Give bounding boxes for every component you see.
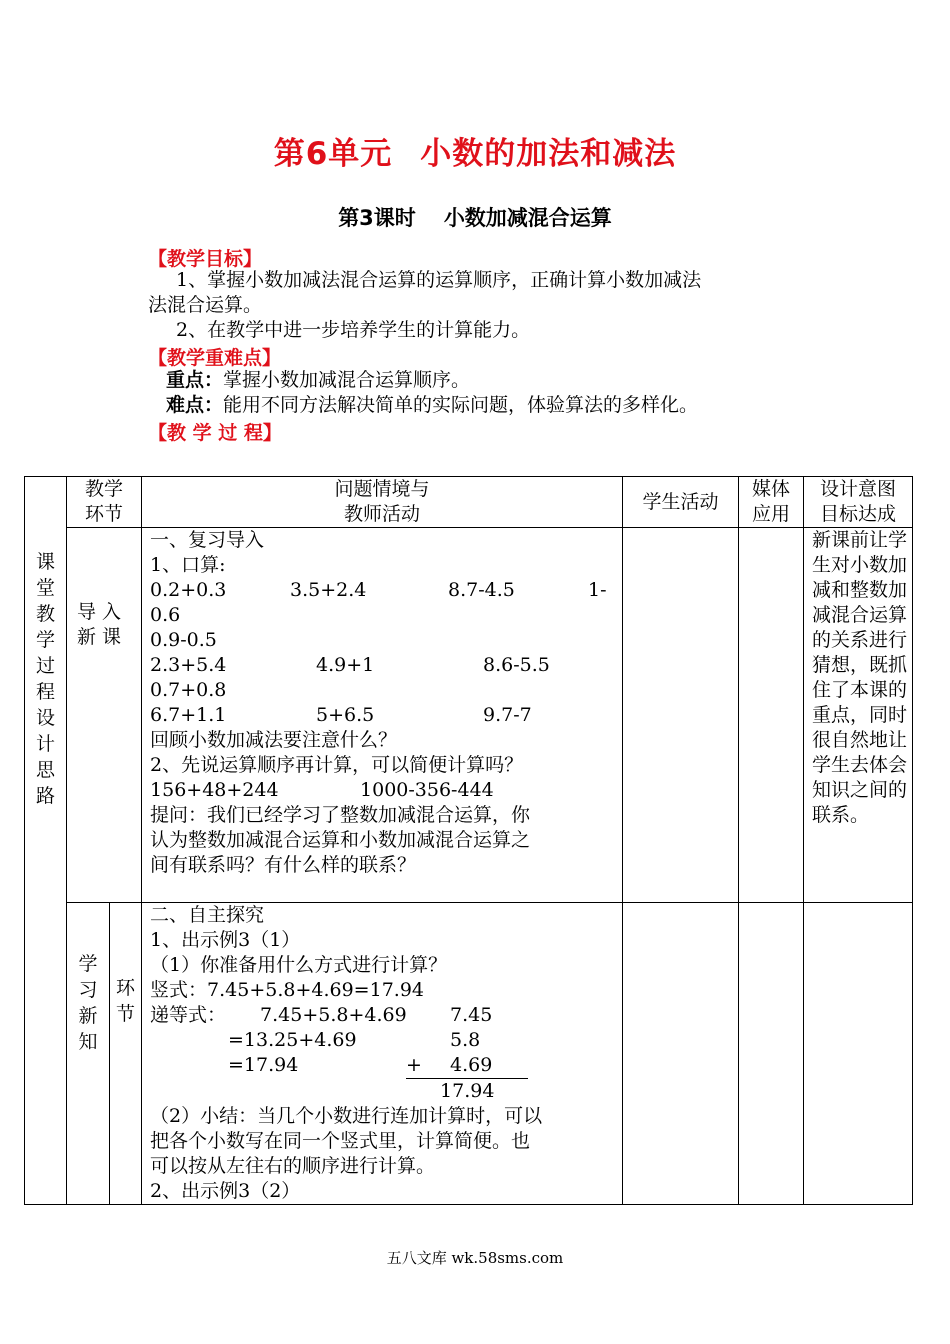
calc-expr: 1- (588, 579, 607, 601)
header-section-line2: 环节 (85, 503, 124, 525)
header-design (804, 477, 913, 528)
row1-section-cell (67, 528, 142, 903)
header-design-line2: 目标达成 (820, 503, 897, 525)
calc-expr: 9.7-7 (483, 704, 532, 726)
process-heading: 【教 学 过 程】 (148, 422, 282, 444)
table-row (25, 528, 913, 903)
row2-summary-line2: 把各个小数写在同一个竖式里，计算简便。也 (150, 1130, 531, 1152)
difficulty-text: 能用不同方法解决简单的实际问题，体验算法的多样化。 (223, 394, 699, 416)
row2-step2: =13.25+4.69 (228, 1029, 357, 1051)
row1-sub1: 1、口算: (150, 554, 226, 576)
side-label-cell (25, 477, 67, 1205)
column-addend: 7.45 (450, 1004, 493, 1026)
row1-section-line2: 新 课 (77, 626, 122, 648)
objective-1-line1: 1、掌握小数加减法混合运算的运算顺序，正确计算小数加减法 (176, 269, 702, 291)
row1-title: 一、复习导入 (150, 529, 265, 551)
header-media (739, 477, 804, 528)
row2-section-sublabel: 环节 (115, 977, 135, 1025)
calc-expr: 0.2+0.3 (150, 579, 227, 601)
objective-1-line2: 法混合运算。 (148, 294, 263, 316)
row2-vertical-form: 竖式：7.45+5.8+4.69=17.94 (150, 979, 424, 1001)
calc-expr: 156+48+244 (150, 779, 279, 801)
row2-section-cell-b (110, 903, 142, 1205)
focus-text: 掌握小数加减混合运算顺序。 (223, 369, 471, 391)
unit-title (0, 128, 950, 173)
row2-sub2: 2、出示例3（2） (150, 1180, 301, 1202)
lesson-title-text: 小数加减混合运算 (443, 206, 612, 230)
difficulty-label: 难点： (166, 394, 224, 416)
row1-student-cell (623, 528, 739, 903)
column-sum: 17.94 (440, 1080, 495, 1102)
column-addend: 4.69 (450, 1053, 528, 1079)
focus-line (166, 368, 470, 393)
header-section-line1: 教学 (85, 478, 124, 500)
row2-step-label: 递等式： (150, 1004, 227, 1026)
row1-question-line3: 间有联系吗？有什么样的联系？ (150, 854, 417, 876)
row1-question-line1: 提问：我们已经学习了整数加减混合运算，你 (150, 804, 531, 826)
row2-summary-line1: （2）小结：当几个小数进行连加计算时，可以 (150, 1105, 543, 1127)
focus-label: 重点： (166, 369, 224, 391)
row2-summary-line3: 可以按从左往右的顺序进行计算。 (150, 1155, 436, 1177)
row2-media-cell (739, 903, 804, 1205)
calc-expr: 8.7-4.5 (448, 579, 515, 601)
side-label: 课堂教学过程设计思路 (35, 551, 55, 807)
header-teacher-line2: 教师活动 (344, 503, 421, 525)
header-design-line1: 设计意图 (820, 478, 897, 500)
key-points-heading: 【教学重难点】 (148, 347, 282, 369)
unit-label: 第6单元 (273, 136, 393, 172)
row1-design-text: 新课前让学生对小数加减和整数加减混合运算的关系进行猜想，既抓住了本课的重点，同时很自然地让学生去体会知识之间的联系。 (812, 529, 908, 826)
row1-question-line2: 认为整数加减混合运算和小数加减混合运算之 (150, 829, 531, 851)
calc-expr: 4.9+1 (316, 654, 375, 676)
row1-design-cell (804, 528, 913, 903)
table-header-row (25, 477, 913, 528)
row1-review: 回顾小数加减法要注意什么？ (150, 729, 398, 751)
row2-question: （1）你准备用什么方式进行计算？ (150, 954, 448, 976)
calc-expr: 2.3+5.4 (150, 654, 227, 676)
calc-expr: 0.7+0.8 (150, 679, 227, 701)
lesson-plan-table (24, 476, 913, 1205)
row2-teacher-cell (142, 903, 623, 1205)
difficulty-line (166, 393, 698, 418)
row2-section-label: 学习新知 (78, 953, 98, 1053)
header-section (67, 477, 142, 528)
calc-expr: 3.5+2.4 (290, 579, 367, 601)
row1-sub2: 2、先说运算顺序再计算，可以简便计算吗？ (150, 754, 524, 776)
row2-design-cell (804, 903, 913, 1205)
header-media-line2: 应用 (752, 503, 791, 525)
row2-sub1: 1、出示例3（1） (150, 929, 301, 951)
objective-2: 2、在教学中进一步培养学生的计算能力。 (176, 319, 531, 341)
header-student: 学生活动 (623, 477, 739, 528)
header-media-line1: 媒体 (752, 478, 791, 500)
calc-expr: 5+6.5 (316, 704, 375, 726)
footer-watermark: 五八文库 wk.58sms.com (386, 1249, 564, 1267)
row2-section-cell-a (67, 903, 110, 1205)
calc-expr: 0.9-0.5 (150, 629, 217, 651)
unit-title-text: 小数的加法和减法 (420, 136, 677, 172)
column-plus-sign: + (406, 1053, 450, 1079)
calc-expr: 0.6 (150, 604, 181, 626)
row2-student-cell (623, 903, 739, 1205)
row2-step1: 7.45+5.8+4.69 (260, 1004, 407, 1026)
calc-expr: 8.6-5.5 (483, 654, 550, 676)
objectives-heading: 【教学目标】 (148, 248, 263, 270)
column-addend: 5.8 (450, 1029, 481, 1051)
header-teacher-line1: 问题情境与 (334, 478, 430, 500)
lesson-title (0, 202, 950, 232)
table-row (25, 903, 913, 1205)
calc-expr: 1000-356-444 (360, 779, 494, 801)
calc-expr: 6.7+1.1 (150, 704, 227, 726)
header-teacher (142, 477, 623, 528)
row1-section-line1: 导 入 (77, 601, 122, 623)
lesson-label: 第3课时 (338, 206, 416, 230)
row1-media-cell (739, 528, 804, 903)
row2-step3: =17.94 (228, 1054, 299, 1076)
row1-teacher-cell (142, 528, 623, 903)
row2-title: 二、自主探究 (150, 904, 265, 926)
